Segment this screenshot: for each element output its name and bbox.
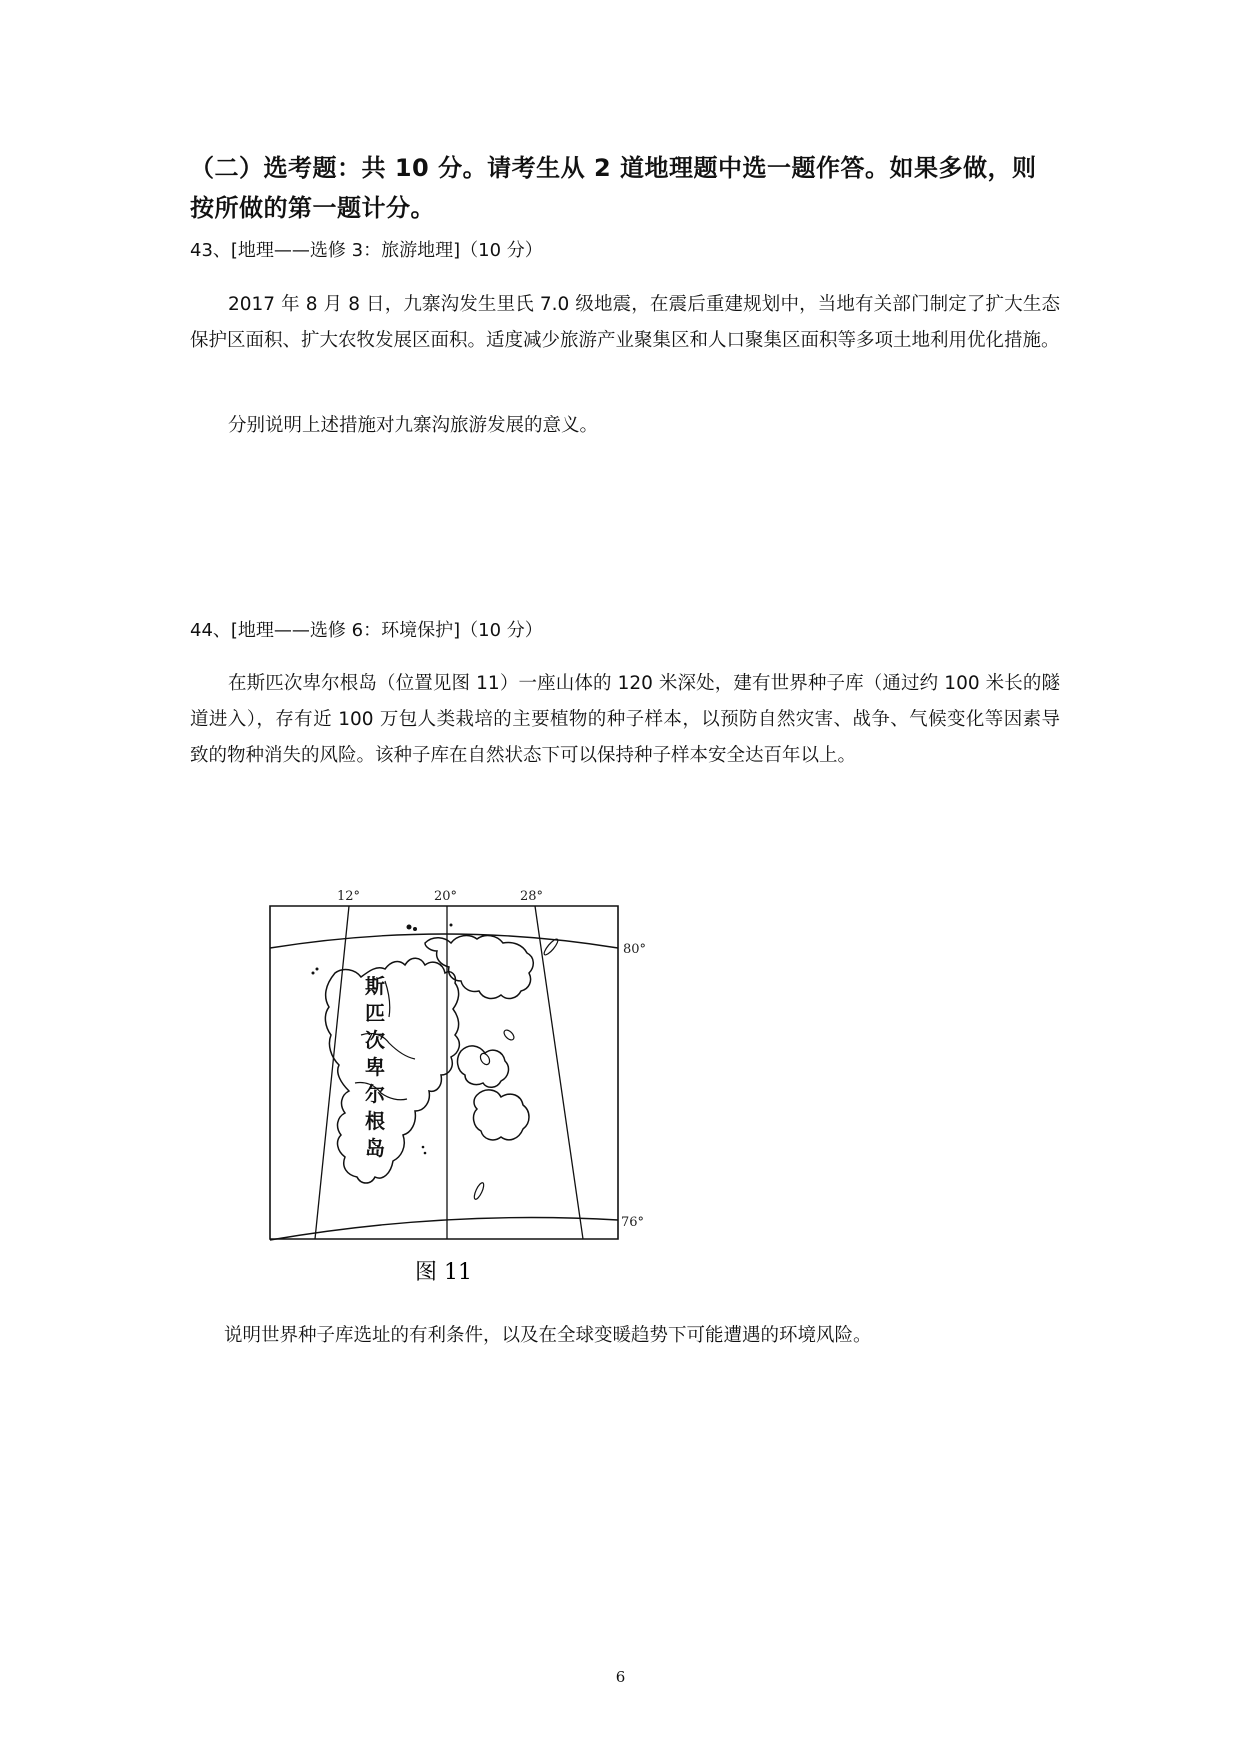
- lat-label-80: 80°: [623, 942, 647, 957]
- islet: [407, 925, 412, 930]
- question-43-paragraph: 2017 年 8 月 8 日，九寨沟发生里氏 7.0 级地震，在震后重建规划中，当地有关部门制定了扩大生态保护区面积、扩大农牧发展区面积。适度减少旅游产业聚集区和人口聚集区面积等多项土地利用优化措施。: [190, 294, 1060, 351]
- question-44-prompt: 说明世界种子库选址的有利条件，以及在全球变暖趋势下可能遭遇的环境风险。: [224, 1325, 872, 1346]
- meridian-28: [535, 906, 583, 1239]
- island-name-char: 匹: [365, 1001, 385, 1025]
- question-43-heading: 43、[地理——选修 3：旅游地理]（10 分）: [190, 240, 543, 261]
- small-island: [479, 1052, 492, 1066]
- map-frame: [270, 906, 618, 1239]
- meridian-12: [315, 906, 349, 1239]
- svalbard-map: [265, 885, 665, 1295]
- spitsbergen-island: [325, 958, 459, 1183]
- woodfjorden-line: [385, 981, 390, 1017]
- island-name-char: 次: [365, 1028, 385, 1052]
- nordaustlandet-island: [425, 936, 533, 999]
- island-name-char: 斯: [365, 974, 385, 998]
- section-title: （二）选考题：共 10 分。请考生从 2 道地理题中选一题作答。如果多做，则按所做的第一题计分。: [190, 154, 1037, 222]
- lon-label-28: 28°: [520, 889, 544, 904]
- island-name-char: 卑: [365, 1055, 385, 1079]
- question-44-paragraph: 在斯匹次卑尔根岛（位置见图 11）一座山体的 120 米深处，建有世界种子库（通过约 100 米长的隧道进入），存有近 100 万包人类栽培的主要植物的种子样本，以预防自然灾害、战争、气候变化等因素导致的物种消失的风险。该种子库在自然状态下可以保持种子样本安全达百年以上。: [190, 673, 1060, 766]
- island-name-char: 根: [365, 1109, 385, 1133]
- question-44-heading: 44、[地理——选修 6：环境保护]（10 分）: [190, 620, 543, 641]
- islet: [312, 972, 315, 975]
- latitude-80-line: [270, 934, 618, 948]
- figure-caption: 图 11: [415, 1260, 472, 1285]
- islet: [316, 968, 319, 971]
- lat-label-76: 76°: [621, 1215, 645, 1230]
- islet: [450, 924, 453, 927]
- barentsoya-island: [458, 1046, 509, 1087]
- lon-label-20: 20°: [434, 889, 458, 904]
- island-name-char: 岛: [365, 1136, 385, 1160]
- lon-label-12: 12°: [337, 889, 361, 904]
- island-name-char: 尔: [365, 1082, 385, 1106]
- question-43-prompt: 分别说明上述措施对九寨沟旅游发展的意义。: [228, 415, 599, 436]
- page-number: 6: [615, 1668, 626, 1686]
- latitude-76-line: [270, 1218, 618, 1241]
- small-island: [502, 1028, 515, 1041]
- islet: [422, 1146, 425, 1149]
- islet: [424, 1152, 427, 1155]
- map-figure: [265, 885, 665, 1295]
- islet: [413, 927, 417, 931]
- hopen-island: [472, 1182, 485, 1201]
- edgeoya-island: [474, 1090, 529, 1140]
